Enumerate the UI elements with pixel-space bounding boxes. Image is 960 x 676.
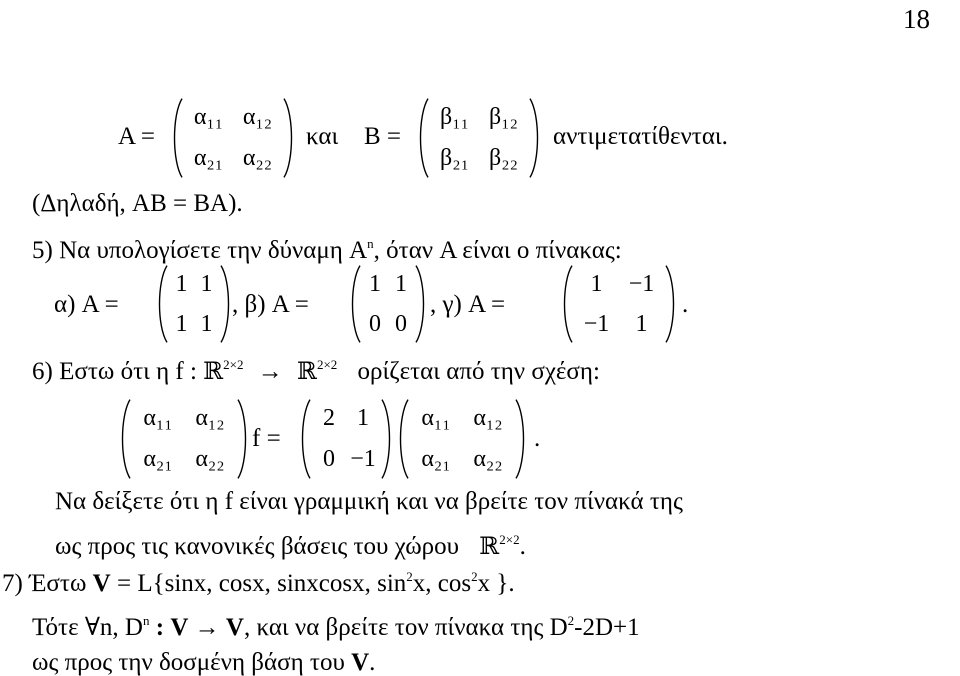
matrix-cell: α₂₂ (242, 145, 273, 171)
matrix-cell: α₂₂ (473, 446, 503, 472)
ex6-power-space: 2×2 (499, 532, 520, 547)
matrix-cell: α₂₂ (195, 446, 225, 472)
matrix-entries (410, 398, 514, 480)
ex6-right-matrix (396, 398, 528, 480)
matrix-cell: 2 (323, 405, 335, 431)
matrix-cell: 0 (395, 310, 407, 337)
matrix-cell: 1 (395, 270, 407, 297)
matrix-entries (184, 97, 282, 179)
matrix-cell: 1 (175, 270, 188, 297)
ex6-f-label: f = (252, 425, 281, 452)
matrix-cell: α₁₂ (473, 405, 503, 431)
right-parenthesis (282, 97, 296, 179)
right-parenthesis (528, 97, 542, 179)
matrix-cell: 0 (369, 310, 381, 337)
ex5-prompt-end: , όταν A είναι ο πίνακας: (373, 237, 622, 264)
real-numbers-symbol: ℝ (297, 357, 317, 385)
matrix-entries (312, 398, 380, 480)
matrix-entries (132, 398, 236, 480)
matrix-cell: 1 (369, 270, 381, 297)
ex7-square-cos: 2 (471, 569, 478, 584)
commute-tail: αντιμετατίθενται. (553, 123, 728, 150)
right-parenthesis (236, 398, 250, 480)
matrix-a (170, 97, 296, 179)
matrix-cell: α₁₁ (193, 104, 224, 130)
ex7-then: Τότε ∀n, D (32, 614, 143, 641)
ex7-span-end: x }. (477, 570, 515, 597)
ex6-intro-end: ορίζεται από την σχέση: (357, 358, 600, 385)
ex7-colon: : (155, 614, 165, 641)
space-v: V (225, 614, 244, 641)
commute-a-label: A = (118, 123, 156, 150)
matrix-cell: α₁₂ (242, 104, 273, 130)
ex7-find-matrix: , και να βρείτε τον πίνακα της D (243, 614, 568, 641)
matrix-cell: −1 (350, 446, 376, 472)
ex6-power-codomain: 2×2 (316, 357, 338, 372)
ex7-line1 (2, 570, 515, 596)
ex6-mid-matrix (298, 398, 394, 480)
ex6-left-matrix (118, 398, 250, 480)
maps-to-arrow: → (194, 614, 220, 641)
real-numbers-symbol: ℝ (203, 357, 224, 385)
commute-note: (Δηλαδή, AB = BA). (32, 190, 243, 217)
commute-and: και (306, 123, 339, 150)
maps-to-arrow: → (257, 358, 283, 385)
matrix-b (416, 97, 542, 179)
space-v: V (92, 570, 111, 597)
ex5-alpha-matrix (155, 264, 233, 344)
ex5-prompt-start: 5) Να υπολογίσετε την δύναμη A (32, 237, 368, 264)
ex7-power-n: n (143, 613, 150, 628)
matrix-cell: β₂₂ (489, 145, 518, 171)
ex6-line1: Να δείξετε ότι η f είναι γραμμική και να βρείτε τον πίνακά της (55, 488, 683, 515)
ex6-line2-text: ως προς τις κανονικές βάσεις του χώρου (55, 533, 460, 560)
matrix-entries (574, 264, 664, 344)
left-parenthesis (118, 398, 132, 480)
left-parenthesis (155, 264, 169, 344)
ex6-power-domain: 2×2 (223, 357, 244, 372)
ex6-line2-period: . (519, 533, 526, 560)
page-number: 18 (903, 4, 930, 34)
matrix-cell: 1 (590, 270, 603, 297)
matrix-entries (362, 264, 414, 344)
real-numbers-symbol: ℝ (479, 532, 500, 560)
matrix-cell: α₁₁ (143, 405, 173, 431)
matrix-cell: 1 (357, 405, 369, 431)
left-parenthesis (170, 97, 184, 179)
space-v: V (351, 649, 370, 676)
left-parenthesis (298, 398, 312, 480)
ex7-square-d: 2 (567, 613, 575, 628)
right-parenthesis (380, 398, 394, 480)
matrix-cell: 0 (323, 446, 335, 472)
matrix-cell: β₁₁ (440, 104, 469, 130)
matrix-cell: α₂₁ (421, 446, 451, 472)
matrix-entries (169, 264, 219, 344)
ex7-basis-text: ως προς την δοσμένη βάση του (32, 649, 345, 676)
matrix-cell: −1 (628, 270, 655, 297)
ex6-intro (32, 358, 600, 384)
matrix-cell: 1 (175, 310, 188, 337)
ex5-gamma-label: , γ) A = (430, 291, 506, 318)
left-parenthesis (560, 264, 574, 344)
ex5-beta-matrix (348, 264, 428, 344)
left-parenthesis (416, 97, 430, 179)
ex7-let: 7) Έστω (2, 570, 87, 597)
right-parenthesis (664, 264, 678, 344)
matrix-cell: β₂₁ (440, 145, 469, 171)
right-parenthesis (219, 264, 233, 344)
ex7-span-cos: x, cos (412, 570, 472, 597)
commute-b-label: B = (364, 123, 402, 150)
ex5-alpha-label: α) A = (54, 291, 119, 318)
ex5-prompt (32, 237, 622, 263)
matrix-cell: β₁₂ (489, 104, 518, 130)
matrix-cell: 1 (635, 310, 648, 337)
matrix-cell: α₂₁ (143, 446, 173, 472)
ex7-polynomial: -2D+1 (574, 614, 640, 641)
ex6-line2 (55, 533, 526, 559)
matrix-entries (430, 97, 528, 179)
ex5-beta-label: , β) A = (232, 291, 309, 318)
ex7-line3-period: . (369, 649, 376, 676)
left-parenthesis (348, 264, 362, 344)
ex5-power-n: n (367, 236, 374, 251)
matrix-cell: α₂₁ (193, 145, 224, 171)
ex6-period: . (534, 425, 541, 452)
ex7-span: = L{sinx, cosx, sinxcosx, sin (116, 570, 407, 597)
matrix-cell: 1 (200, 310, 213, 337)
ex7-line3 (32, 650, 375, 675)
matrix-cell: α₁₁ (421, 405, 451, 431)
ex7-square-sin: 2 (406, 569, 413, 584)
matrix-cell: α₁₂ (195, 405, 225, 431)
ex7-line2 (32, 614, 640, 640)
space-v: V (170, 614, 189, 641)
right-parenthesis (514, 398, 528, 480)
left-parenthesis (396, 398, 410, 480)
right-parenthesis (414, 264, 428, 344)
matrix-cell: −1 (583, 310, 610, 337)
ex5-period: . (682, 291, 689, 318)
ex6-intro-start: 6) Εστω ότι η f : (32, 358, 197, 385)
matrix-cell: 1 (200, 270, 213, 297)
ex5-gamma-matrix (560, 264, 678, 344)
